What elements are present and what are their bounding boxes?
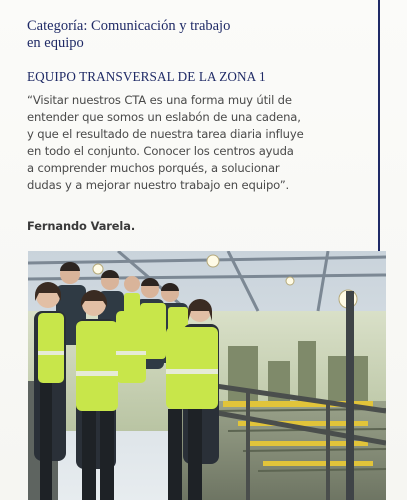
quote-line: a comprender muchos porqués, a solucionar (27, 160, 280, 175)
section-title: EQUIPO TRANSVERSAL DE LA ZONA 1 (27, 69, 266, 84)
category-line-2: en equipo (27, 35, 84, 51)
quote-line: dudas y a mejorar nuestro trabajo en equipo”. (27, 177, 290, 192)
quote-author: Fernando Varela. (27, 219, 136, 233)
team-photo (28, 251, 386, 500)
quote-line: “Visitar nuestros CTA es una forma muy útil de (27, 93, 292, 107)
quote-line: en todo el conjunto. Conocer los centros ayuda (27, 143, 294, 158)
category-line-1: Categoría: Comunicación y trabajo (27, 18, 231, 34)
quote-line: y que el resultado de nuestra tarea diaria influye (27, 126, 304, 141)
category-heading (27, 18, 357, 52)
testimonial-quote (27, 92, 347, 193)
quote-line: entender que somos un eslabón de una cadena, (27, 109, 301, 124)
team-photo-illustration (28, 251, 386, 500)
